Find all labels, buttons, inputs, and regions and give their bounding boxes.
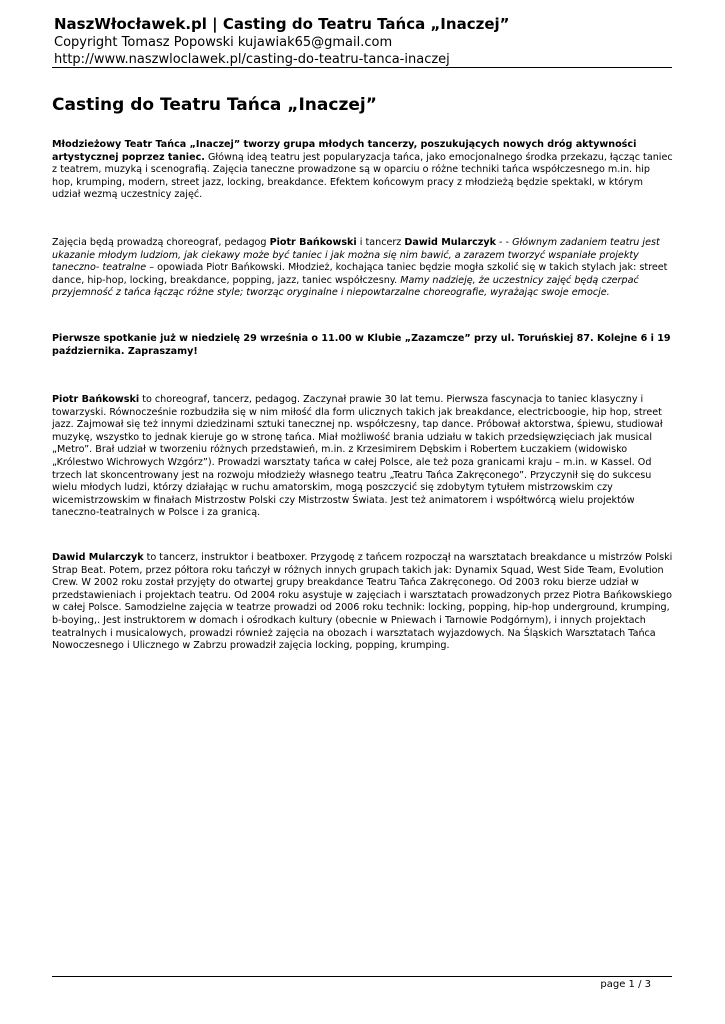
article-title: Casting do Teatru Tańca „Inaczej” xyxy=(52,95,377,115)
instructors-text-2: i tancerz xyxy=(356,237,405,248)
bio-name-bankowski: Piotr Bańkowski xyxy=(52,394,140,405)
instructors-text-3: - - xyxy=(495,237,513,248)
source-url[interactable]: http://www.naszwloclawek.pl/casting-do-teatru-tanca-inaczej xyxy=(54,52,450,67)
intro-lead: Młodzieżowy Teatr Tańca „Inaczej” tworzy grupa młodych tancerzy, poszukujących nowych dróg aktywności artystycznej poprzez taniec. xyxy=(52,139,637,163)
copyright-line: Copyright Tomasz Popowski kujawiak65@gmail.com xyxy=(54,35,393,50)
instructors-quote-1: Głównym zadaniem teatru jest ukazanie młodym ludziom, jak ciekawy może być taniec i jak można się nim bawić, a zarazem tworzyć wspaniałe projekty taneczno- teatralne xyxy=(52,237,660,274)
bio-name-mularczyk: Dawid Mularczyk xyxy=(52,552,144,563)
instructors-text-4: – opowiada Piotr Bańkowski. Młodzież, kochająca taniec będzie mogła szkolić się w takich stylach jak: street dance, hip-hop, locking, breakdance, popping, jazz, taniec współczesny. xyxy=(52,262,668,286)
intro-text: Główną ideą teatru jest popularyzacja tańca, jako emocjonalnego środka przekazu, łącząc taniec z teatrem, muzyką i scenografią. Zajęcia taneczne prowadzone są w oparciu o różne techniki tańca współczesnego m.in. hip hop, krumping, modern, street jazz, locking, breakdance. Efektem końcowym pracy z młodzieżą będzie spektakl, w którym udział wezmą uczestnicy zajęć. xyxy=(52,151,673,201)
paragraph-first-meeting: Pierwsze spotkanie już w niedzielę 29 września o 11.00 w Klubie „Zazamcze” przy ul. Toruńskiej 87. Kolejne 6 i 19 października. Zapraszamy! xyxy=(52,333,671,357)
bio-text-bankowski: to choreograf, tancerz, pedagog. Zaczynał prawie 30 lat temu. Pierwsza fascynacja to taniec klasyczny i towarzyski. Równocześnie rozbudziła się w nim miłość dla form ulicznych takich jak breakdance, electricboogie, hip hop, street jazz. Zajmował się też innymi dziedzinami sztuki tanecznej np. współczesny, tap dance. Próbował aktorstwa, śpiewu, studiował muzykę, wszystko to jednak kieruje go w stronę tańca. Miał możliwość brania udziału w takich przedsięwzięciach jak musical „Metro”. Brał udział w tworzeniu różnych przedstawień, m.in. z Krzesimirem Dębskim i Robertem Łuczakiem (widowisko „Królestwo Wichrowych Wzgórz”). Prowadzi warsztaty tańca w całej Polsce, ale też poza granicami kraju – m.in. w Kassel. Od trzech lat skoncentrowany jest na rozwoju młodzieży własnego teatru „Teatru Tańca Zakręconego”. Przyczynił się do sukcesu wielu młodych ludzi, którzy działając w ruchu amatorskim, mogą poszczycić się zdobytym tytułem mistrzowskim czy wicemistrzowskim w finałach Mistrzostw Polski czy Mistrzostw Świata. Jest też animatorem i współtwórcą wielu projektów taneczno-teatralnych w Polsce i za granicą. xyxy=(52,394,663,519)
instructor-name-1: Piotr Bańkowski xyxy=(269,237,357,248)
paragraph-mularczyk-bio xyxy=(52,552,674,653)
instructor-name-2: Dawid Mularczyk xyxy=(404,237,496,248)
instructors-text-1: Zajęcia będą prowadzą choreograf, pedagog xyxy=(52,237,270,248)
site-title: NaszWłocławek.pl | Casting do Teatru Tańca „Inaczej” xyxy=(54,15,510,33)
page-header xyxy=(54,14,672,68)
page-number: page 1 / 3 xyxy=(600,979,651,990)
header-divider xyxy=(52,67,672,68)
instructors-quote-2: Mamy nadzieję, że uczestnicy zajęć będą czerpać przyjemność z tańca łącząc różne style; tworząc oryginalne i niepowtarzalne choreografie, wyrażając swoje emocje. xyxy=(52,274,639,299)
paragraph-intro xyxy=(52,139,674,202)
paragraph-instructors xyxy=(52,237,674,300)
bio-text-mularczyk: to tancerz, instruktor i beatboxer. Przygodę z tańcem rozpoczął na warsztatach breakdance u mistrzów Polski Strap Beat. Potem, przez półtora roku tańczył w różnych innych grupach takich jak: Dynamix Squad, West Side Team, Evolution Crew. W 2002 roku został przyjęty do otwartej grupy breakdance Teatru Tańca Zakręconego. Od 2003 roku bierze udział w przedstawieniach i projektach teatru. Od 2004 roku asystuje w zajęciach i warsztatach prowadzonych przez Piotra Bańkowskiego w całej Polsce. Samodzielne zajęcia w teatrze prowadzi od 2006 roku technik: locking, popping, hip-hop underground, krumping, b-boying,. Jest instruktorem w domach i ośrodkach kultury (obecnie w Pniewach i Tarnowie Podgórnym), i innych projektach teatralnych i musicalowych, prowadzi również zajęcia na obozach i warsztatach wyjazdowych. Na Śląskich Warsztatach Tańca Nowoczesnego i Ulicznego w Zabrzu prowadził zajęcia locking, popping, krumping. xyxy=(52,552,673,652)
footer-divider xyxy=(52,976,672,977)
paragraph-bankowski-bio xyxy=(52,394,674,520)
